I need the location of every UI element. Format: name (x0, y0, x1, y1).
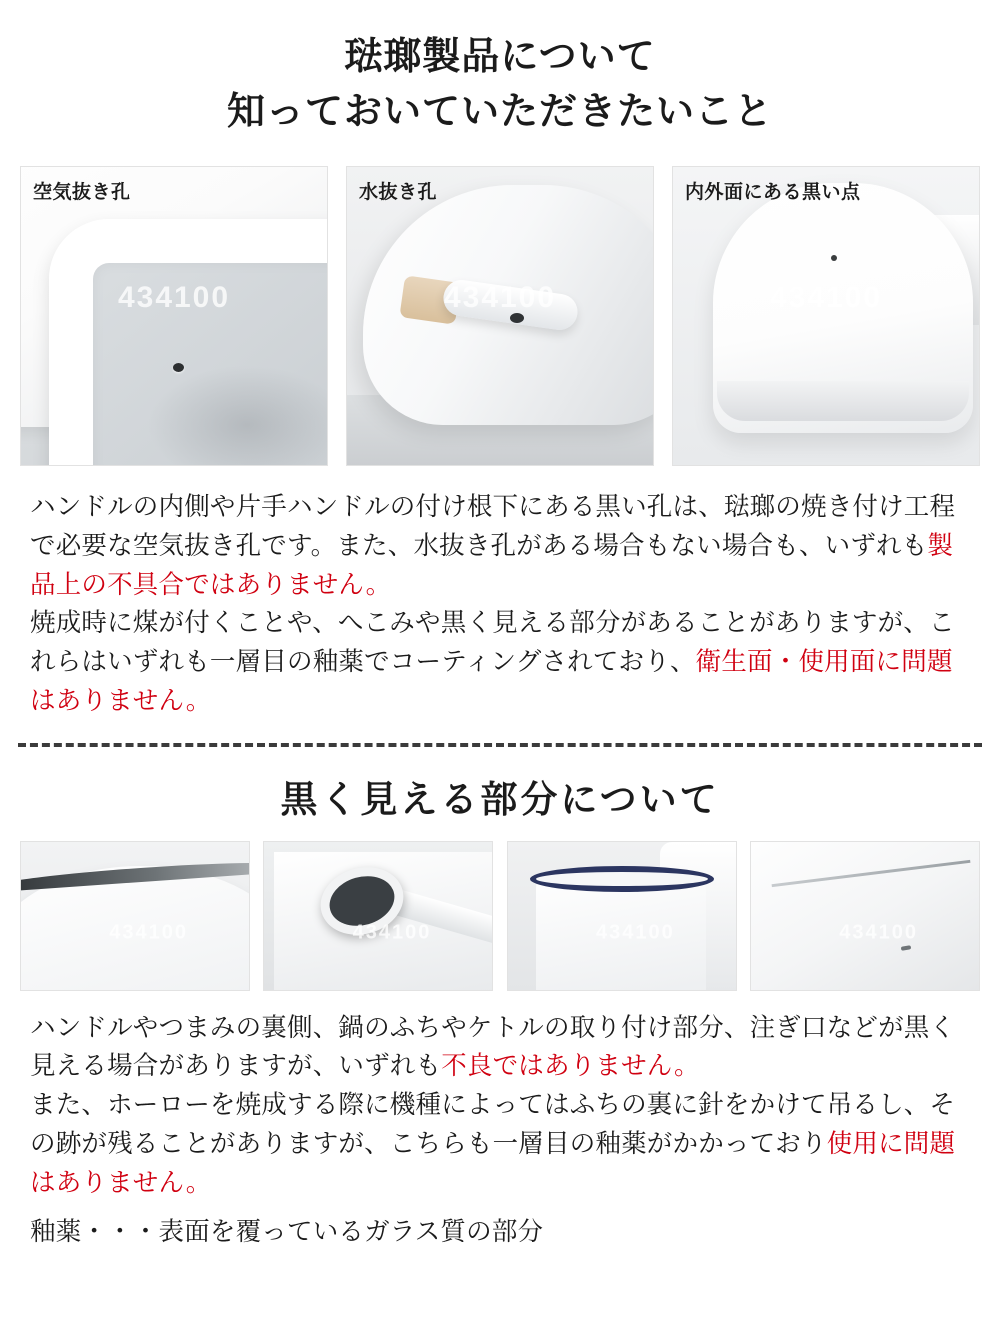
page-title-line2: 知っておいていただきたいこと (226, 91, 773, 134)
paragraph-air-hole-2-text: 焼成時に煤が付くことや、へこみや黒く見える部分があることがありますが、これらはいずれも一層目の釉薬でコーティングされており、 (30, 609, 955, 677)
kettle-spout-photo (263, 841, 493, 991)
photo-watermark: 434100 (352, 921, 432, 944)
navy-rim-pot-photo (507, 841, 737, 991)
photo-watermark: 434100 (595, 921, 675, 944)
page-title-line1: 琺瑯製品について (344, 36, 656, 78)
section2-title: 黒く見える部分について (280, 778, 720, 820)
paragraph-air-hole (0, 488, 1000, 721)
pot-rim-edge-photo (20, 841, 250, 991)
pot-bottom-black-dot-photo (672, 166, 980, 466)
paragraph-black-areas-2 (30, 1086, 970, 1202)
paragraph-black-areas-1-text: ハンドルやつまみの裏側、鍋のふちやケトルの取り付け部分、注ぎ口などが黒く見える場合がありますが、いずれも (30, 1013, 956, 1081)
spout-drain-hole-photo (346, 166, 654, 466)
paragraph-black-areas-1-highlight: 不良ではありません。 (441, 1052, 700, 1081)
pot-bottom-rim (717, 381, 969, 421)
paragraph-air-hole-1-text: ハンドルの内側や片手ハンドルの付け根下にある黒い孔は、琺瑯の焼き付け工程で必要な空気抜き孔です。また、水抜き孔がある場合もない場合も、いずれも (30, 493, 956, 560)
photo-watermark: 434100 (109, 921, 189, 944)
pot-side-mark-photo (750, 841, 980, 991)
paragraph-air-hole-1 (30, 488, 970, 604)
navy-rim-line (530, 866, 714, 892)
paragraph-air-hole-2 (30, 604, 970, 720)
paragraph-black-areas-2-text: また、ホーローを焼成する際に機種によってはふちの裏に針をかけて吊るし、その跡が残ることがありますが、こちらも一層目の釉薬がかかっており (30, 1091, 956, 1158)
photo-shadow (147, 365, 328, 466)
paragraph-black-areas-1 (30, 1009, 970, 1087)
photo-caption: 空気抜き孔 (33, 182, 131, 204)
paragraph-air-hole-1-highlight: 製品上の不具合ではありません。 (30, 531, 954, 599)
photo-caption: 水抜き孔 (359, 182, 438, 204)
paragraph-black-areas (0, 1009, 1000, 1203)
photo-watermark: 434100 (769, 281, 883, 315)
section-divider (18, 743, 982, 747)
page-title (0, 0, 1000, 140)
photo-watermark: 434100 (443, 281, 557, 315)
paragraph-air-hole-2-highlight: 衛生面・使用面に問題はありません。 (30, 648, 953, 715)
top-photo-row (0, 166, 1000, 466)
photo-caption: 内外面にある黒い点 (685, 182, 861, 204)
glaze-footnote: 釉薬・・・表面を覆っているガラス質の部分 (30, 1218, 544, 1247)
handle-air-hole-photo (20, 166, 328, 466)
bottom-photo-row (0, 841, 1000, 991)
photo-watermark: 434100 (839, 921, 919, 944)
paragraph-black-areas-2-highlight: 使用に問題はありません。 (30, 1129, 956, 1197)
photo-watermark: 434100 (117, 281, 231, 315)
